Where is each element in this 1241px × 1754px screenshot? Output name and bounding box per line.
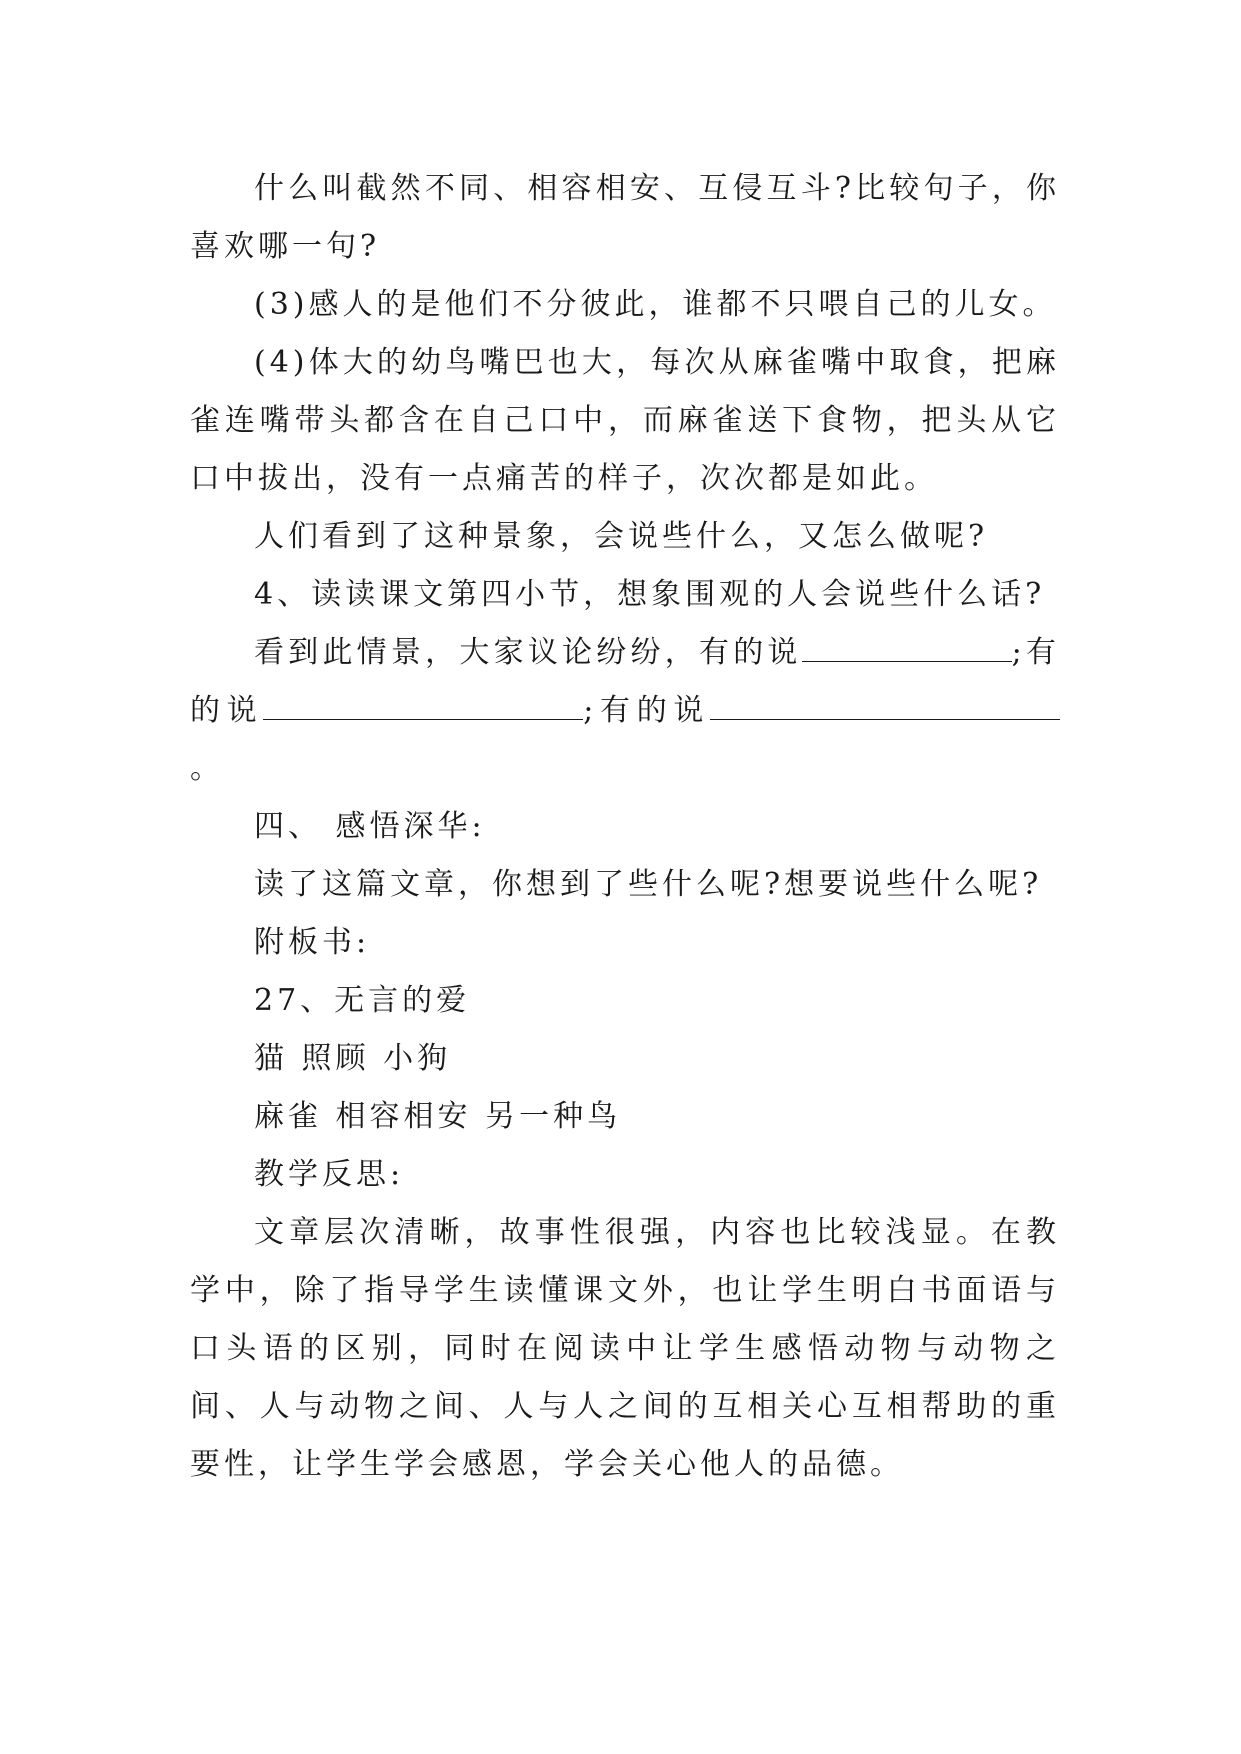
section-heading-4: 四、 感悟深华:	[254, 809, 486, 844]
paragraph-fill-in-blanks	[190, 624, 1060, 798]
fill-text-3: ;有的说	[583, 693, 710, 728]
paragraph-task-4: 4、读读课文第四小节，想象围观的人会说些什么话?	[254, 577, 1046, 612]
paragraph-people-reaction: 人们看到了这种景象，会说些什么，又怎么做呢?	[254, 519, 989, 554]
paragraph-reflection-question: 读了这篇文章，你想到了些什么呢?想要说些什么呢?	[254, 867, 1043, 902]
fill-blank-1[interactable]	[802, 631, 1012, 662]
blackboard-line-cat: 猫 照顾 小狗	[254, 1041, 452, 1076]
fill-text-4: 。	[190, 751, 224, 786]
fill-blank-2[interactable]	[263, 689, 583, 720]
teaching-reflection-body: 文章层次清晰，故事性很强，内容也比较浅显。在教学中，除了指导学生读懂课文外，也让学生明白书面语与口头语的区别，同时在阅读中让学生感悟动物与动物之间、人与动物之间、人与人之间的互相关心互相帮助的重要性，让学生学会感恩，学会关心他人的品德。	[190, 1215, 1060, 1482]
fill-text-1: 看到此情景，大家议论纷纷，有的说	[254, 635, 802, 670]
paragraph-question-sentences: 什么叫截然不同、相容相安、互侵互斗?比较句子，你喜欢哪一句?	[190, 171, 1060, 264]
blackboard-heading: 附板书:	[254, 925, 371, 960]
blackboard-line-sparrow: 麻雀 相容相安 另一种鸟	[254, 1099, 622, 1134]
paragraph-point-4: (4)体大的幼鸟嘴巴也大，每次从麻雀嘴中取食，把麻雀连嘴带头都含在自己口中，而麻雀送下食物，把头从它口中拔出，没有一点痛苦的样子，次次都是如此。	[190, 345, 1060, 496]
paragraph-point-3: (3)感人的是他们不分彼此，谁都不只喂自己的儿女。	[254, 287, 1057, 322]
fill-text-2: ;有的说	[190, 635, 1061, 728]
document-body	[190, 160, 1060, 1494]
fill-blank-3[interactable]	[710, 689, 1060, 720]
teaching-reflection-heading: 教学反思:	[254, 1157, 405, 1192]
blackboard-title: 27、无言的爱	[254, 983, 471, 1018]
